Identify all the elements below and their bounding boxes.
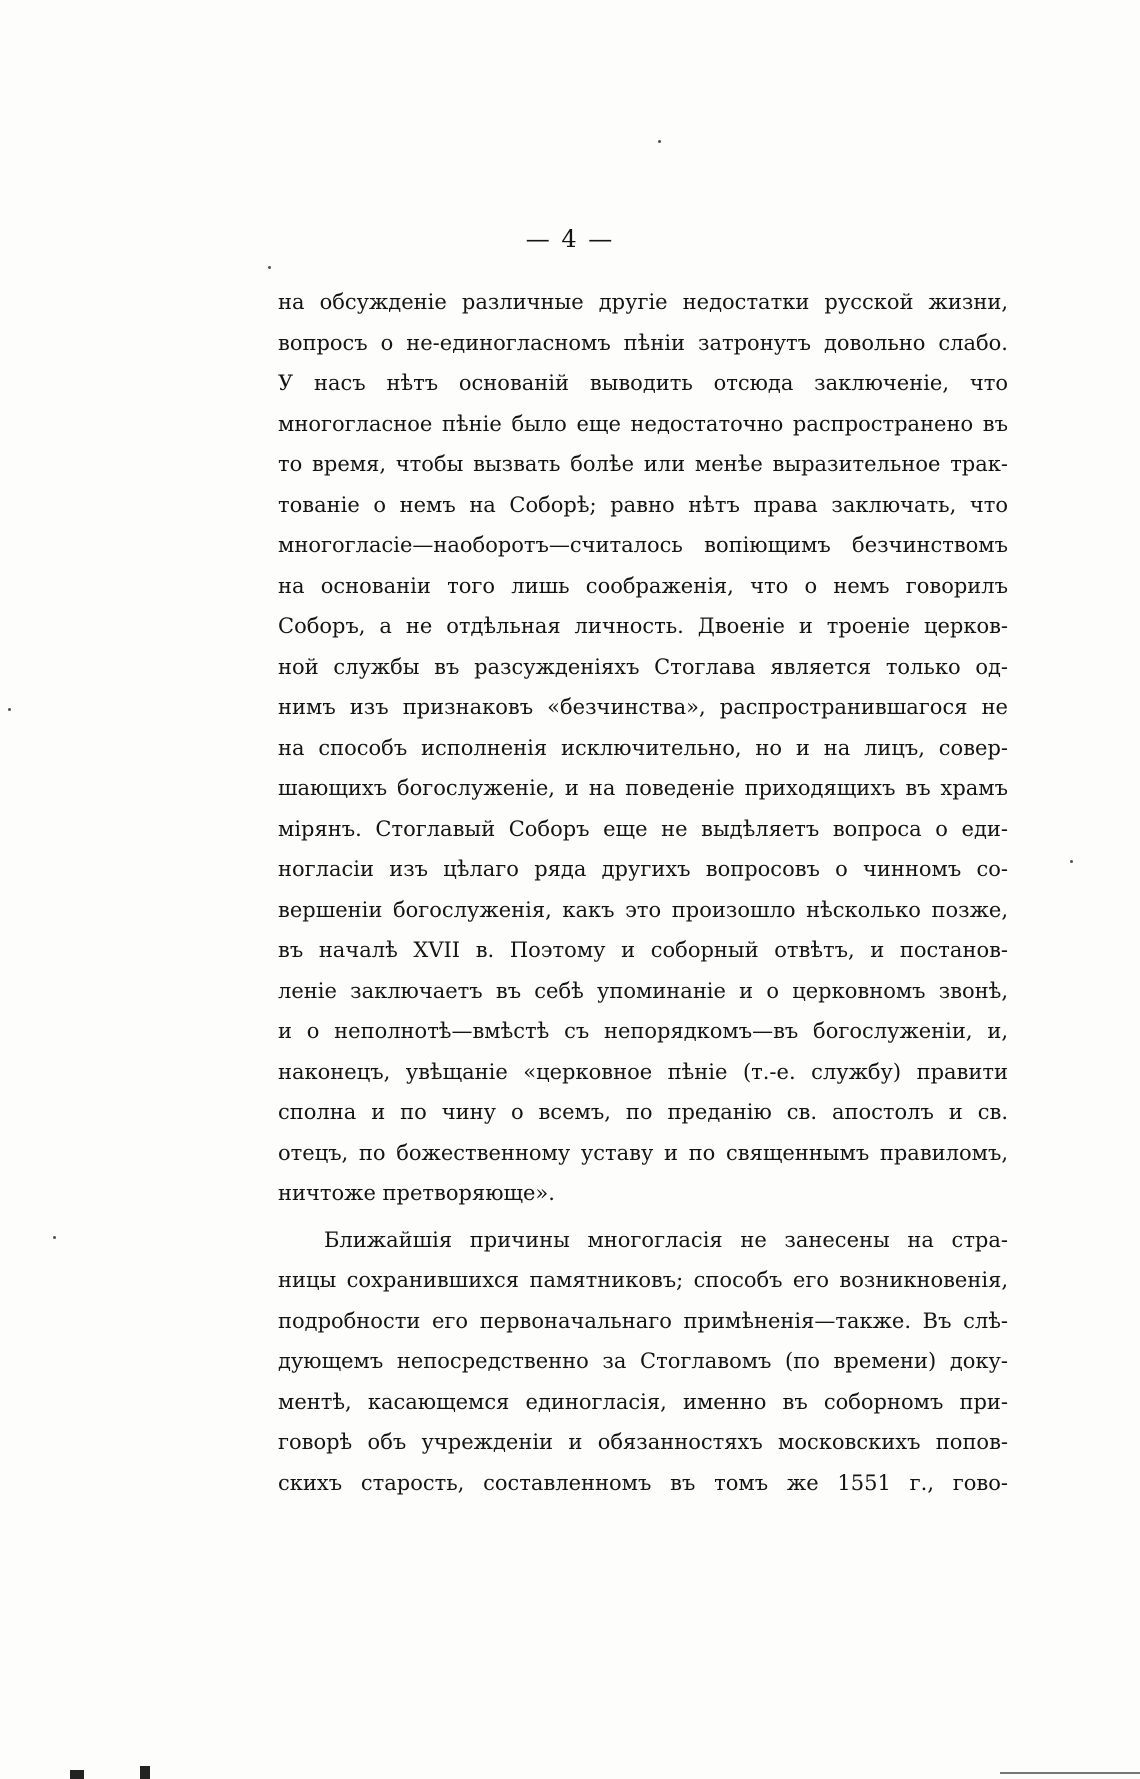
- text-line: подробности его первоначальнаго примѣненія—также. Въ слѣ-: [278, 1308, 1008, 1333]
- text-line: на основаніи того лишь соображенія, что о немъ говорилъ: [278, 573, 1008, 598]
- text-line: Соборъ, а не отдѣльная личность. Двоеніе и троеніе церков-: [278, 614, 1008, 638]
- text-line: то время, чтобы вызвать болѣе или менѣе выразительное трак-: [278, 452, 1008, 476]
- text-line: на обсужденіе различные другіе недостатки русской жизни,: [278, 290, 1008, 314]
- text-line: ницы сохранившихся памятниковъ; способъ его возникновенія,: [278, 1268, 1008, 1292]
- text-line: ной службы въ разсужденіяхъ Стоглава является только од-: [278, 654, 1008, 679]
- text-line: ничтоже претворяюще».: [278, 1181, 555, 1205]
- text-line: вопросъ о не-единогласномъ пѣніи затронутъ довольно слабо.: [278, 330, 1008, 355]
- text-line: отецъ, по божественному уставу и по священнымъ правиломъ,: [278, 1140, 1008, 1165]
- text-line: ментѣ, касающемся единогласія, именно въ соборномъ при-: [278, 1389, 1008, 1414]
- text-line: въ началѣ XVII в. Поэтому и соборный отвѣтъ, и постанов-: [278, 938, 1008, 962]
- text-line: нимъ изъ признаковъ «безчинства», распространившагося не: [278, 695, 1008, 719]
- body-text: [278, 282, 1008, 1503]
- text-line: тованіе о немъ на Соборѣ; равно нѣтъ права заключать, что: [278, 492, 1008, 517]
- scan-speck: [1070, 860, 1073, 863]
- text-line: и о неполнотѣ—вмѣстѣ съ непорядкомъ—въ богослуженіи, и,: [278, 1019, 1008, 1043]
- scan-edge-mark: [140, 1766, 150, 1779]
- scan-speck: [268, 266, 271, 269]
- text-line: леніе заключаетъ въ себѣ упоминаніе и о церковномъ звонѣ,: [278, 978, 1008, 1003]
- page-number: — 4 —: [525, 225, 615, 253]
- text-line: наконецъ, увѣщаніе «церковное пѣніе (т.-е. службу) правити: [278, 1059, 1008, 1084]
- scan-edge-mark: [70, 1770, 84, 1779]
- text-line: вершеніи богослуженія, какъ это произошло нѣсколько позже,: [278, 897, 1008, 922]
- text-line: сполна и по чину о всемъ, по преданію св. апостолъ и св.: [278, 1100, 1008, 1124]
- text-line: многогласіе—наоборотъ—считалось вопіющимъ безчинствомъ: [278, 533, 1008, 557]
- paragraph-2: [278, 1220, 1008, 1504]
- text-line: говорѣ объ учрежденіи и обязанностяхъ московскихъ попов-: [278, 1430, 1008, 1454]
- text-line: У насъ нѣтъ основаній выводить отсюда заключеніе, что: [278, 371, 1008, 395]
- scan-speck: [8, 708, 11, 711]
- text-line: мірянъ. Стоглавый Соборъ еще не выдѣляетъ вопроса о еди-: [278, 816, 1008, 841]
- text-line: дующемъ непосредственно за Стоглавомъ (по времени) доку-: [278, 1349, 1008, 1373]
- text-line: Ближайшія причины многогласія не занесены на стра-: [324, 1227, 1008, 1252]
- scan-speck: [658, 140, 661, 143]
- text-line: на способъ исполненія исключительно, но и на лицъ, совер-: [278, 735, 1008, 760]
- text-line: многогласное пѣніе было еще недостаточно распространено въ: [278, 411, 1008, 436]
- paragraph-1: [278, 282, 1008, 1214]
- text-line: скихъ старость, составленномъ въ томъ же 1551 г., гово-: [278, 1470, 1008, 1495]
- scan-speck: [53, 1236, 56, 1239]
- scan-edge-line: [1000, 1772, 1140, 1774]
- text-line: ногласіи изъ цѣлаго ряда другихъ вопросовъ о чинномъ со-: [278, 857, 1008, 881]
- text-line: шающихъ богослуженіе, и на поведеніе приходящихъ въ храмъ: [278, 776, 1008, 800]
